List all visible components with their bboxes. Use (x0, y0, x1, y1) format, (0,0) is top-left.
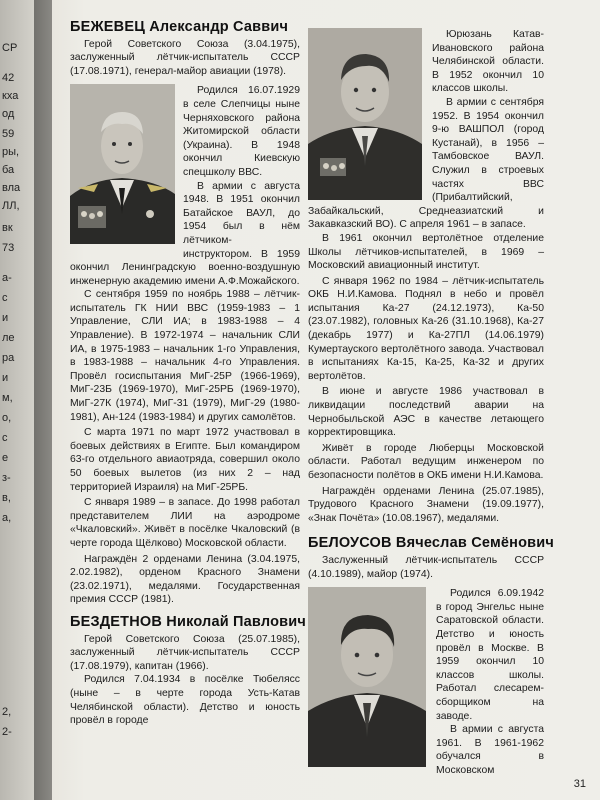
margin-fragment: ры, (2, 146, 20, 158)
margin-fragment: а, (2, 512, 12, 524)
belousov-bio-army: В армии с августа 1961. В 1961-1962 обучался в Московском (436, 724, 544, 776)
margin-fragment: м, (2, 392, 13, 404)
margin-fragment: вк (2, 222, 13, 234)
portrait-bezdetnov-drawing (308, 28, 422, 200)
previous-page-edge (0, 0, 52, 800)
right-column (308, 0, 554, 777)
book-page (52, 0, 600, 800)
margin-fragment: о, (2, 412, 12, 424)
entry-heading-bezdetnov: БЕЗДЕТНОВ Николай Павлович (70, 613, 306, 630)
margin-fragment: с (2, 292, 8, 304)
margin-fragment: е (2, 452, 9, 464)
bezhevets-bio-army: В армии с августа 1948. В 1951 окончил Батайское ВАУЛ, до 1954 был в нём лётчиком-инструктором. В 1959 окончил Ленинградскую военно-воздушную инженерную академию имени А.Ф.Можайского. (70, 180, 300, 287)
bezhevets-bio-reserve: С января 1989 – в запасе. До 1998 работал представителем ЛИИ на аэродроме «Чкаловский». Живёт в посёлке Чкаловский (в черте города Щёлково) Московской области. (70, 497, 300, 549)
margin-fragment: з- (2, 472, 11, 484)
margin-fragment: и (2, 312, 9, 324)
bezdetnov-bio-education: В 1961 окончил вертолётное отделение Школы лётчиков-испытателей, в 1969 – Московский авиационный институт. (308, 232, 544, 272)
margin-fragment: ЛЛ, (2, 200, 20, 212)
left-column (70, 0, 306, 728)
portrait-bezhevets (70, 84, 175, 244)
bezdetnov-bio-awards: Награждён орденами Ленина (25.07.1985), Трудового Красного Знамени (19.09.1977), «Знак Почёта» (10.08.1967), медалями. (308, 485, 544, 524)
margin-fragment: кха (2, 90, 19, 102)
entry-heading-bezhevets: БЕЖЕВЕЦ Александр Саввич (70, 19, 289, 35)
previous-page-text-fragments (0, 0, 34, 800)
margin-fragment: од (2, 108, 15, 120)
margin-fragment: 42 (2, 72, 15, 84)
margin-fragment: ба (2, 164, 15, 176)
bezdetnov-bio-tests: С января 1962 по 1984 – лётчик-испытатель ОКБ Н.И.Камова. Поднял в небо и провёл испытания Ка-27 (24.12.1973), Ка-50 (23.07.1982), головных Ка-26 (31.10.1968), Ка-27 (декабрь 1977) и Ка-27ПЛ (14.06.1979) Кумертауского вертолётного завода. Участвовал в испытаниях Ка-15, Ка-25, Ка-32 и других вертолётов. (308, 275, 544, 382)
bezhevets-bio-birth: Родился 16.07.1929 в селе Слепчицы ныне Черняховского района Житомирской области (Украина). В 1948 окончил Киевскую спецшколу ВВС. (183, 85, 300, 178)
bezdetnov-summary: Герой Советского Союза (25.07.1985), заслуженный лётчик-испытатель СССР (17.08.1979), капитан (1966). (70, 633, 300, 672)
bezhevets-bio-egypt: С марта 1971 по март 1972 участвовал в боевых действиях в Египте. Был командиром 63-го отдельного авиаотряда, совершил около 50 боевых вылетов (из них 2 – над территорией Израиля) на МиГ-25РБ. (70, 427, 300, 493)
margin-fragment: СР (2, 42, 18, 54)
bezdetnov-bio-residence: Живёт в городе Люберцы Московской области. Работал ведущим инженером по безопасности полётов в ОКБ имени Н.И.Камова. (308, 442, 544, 481)
portrait-belousov-drawing (308, 587, 426, 767)
bezdetnov-bio-birth: Родился 7.04.1934 в посёлке Тюбелясс (ныне – в черте города Усть-Катав Челябинской области). Детство и юность провёл в городе (70, 674, 300, 727)
margin-fragment: и (2, 372, 9, 384)
margin-fragment: 2, (2, 706, 12, 718)
margin-fragment: с (2, 432, 8, 444)
bezdetnov-bio-childhood: Юрюзань Катав-Ивановского района Челябинской области. В 1952 окончил 10 классов школы. (432, 29, 544, 95)
bezhevets-summary: Герой Советского Союза (3.04.1975), заслуженный лётчик-испытатель СССР (17.08.1971), генерал-майор авиации (1978). (70, 38, 300, 77)
bezdetnov-bio-chernobyl: В июне и августе 1986 участвовал в ликвидации последствий аварии на Чернобыльской АЭС в качестве летающего корректировщика. (308, 386, 544, 439)
entry-heading-belousov: БЕЛОУСОВ Вячеслав Семёнович (308, 535, 554, 552)
page-number: 31 (573, 778, 586, 790)
margin-fragment: в, (2, 492, 11, 504)
margin-fragment: а- (2, 272, 12, 284)
belousov-summary: Заслуженный лётчик-испытатель СССР (4.10.1989), майор (1974). (308, 554, 544, 580)
margin-fragment: 59 (2, 128, 15, 140)
margin-fragment: ле (2, 332, 15, 344)
bezhevets-bio-tests: С сентября 1959 по ноябрь 1988 – лётчик-испытатель ГК НИИ ВВС (1959-1983 – 1 Управление, СЛИ ИА; в 1983-1988 – 4 Управление). В 1972-1974 – начальник СЛИ ИА, в 1975-1983 – начальник 1-го Управления, в 1983-1988 – начальник 4-го Управления. Провёл госиспытания МиГ-25Р (1966-1969), МиГ-23Б (1969-1970), МиГ-25РБ (1969-1970), МиГ-27К (1974), МиГ-31 (1979), МиГ-29 (1980-1981), Ан-124 (1983-1984) и других самолётов. (70, 289, 300, 423)
margin-fragment: вла (2, 182, 21, 194)
margin-fragment: 73 (2, 242, 15, 254)
bezdetnov-bio-army: В армии с сентября 1952. В 1954 окончил 9-ю ВАШПОЛ (город Кустанай), в 1956 – Тамбовское ВАУЛ. Служил в строевых частях ВВС (Прибалтийский, Забайкальский, Среднеазиатский и Закавказский ВО). С апреля 1961 – в запасе. (308, 96, 544, 231)
portrait-belousov (308, 587, 426, 767)
portrait-bezhevets-drawing (70, 84, 175, 244)
margin-fragment: ра (2, 352, 15, 364)
bezhevets-bio-awards: Награждён 2 орденами Ленина (3.04.1975, 2.02.1982), орденом Красного Знамени (23.02.1971), медалями. Государственная премия СССР (1981). (70, 553, 300, 606)
portrait-bezdetnov (308, 28, 422, 200)
margin-fragment: 2- (2, 726, 12, 738)
belousov-bio-birth: Родился 6.09.1942 в город Энгельс ныне Саратовской области. Детство и юность провёл в Москве. В 1959 окончил 10 классов школы. Работал слесарем-сборщиком на заводе. (436, 588, 544, 722)
